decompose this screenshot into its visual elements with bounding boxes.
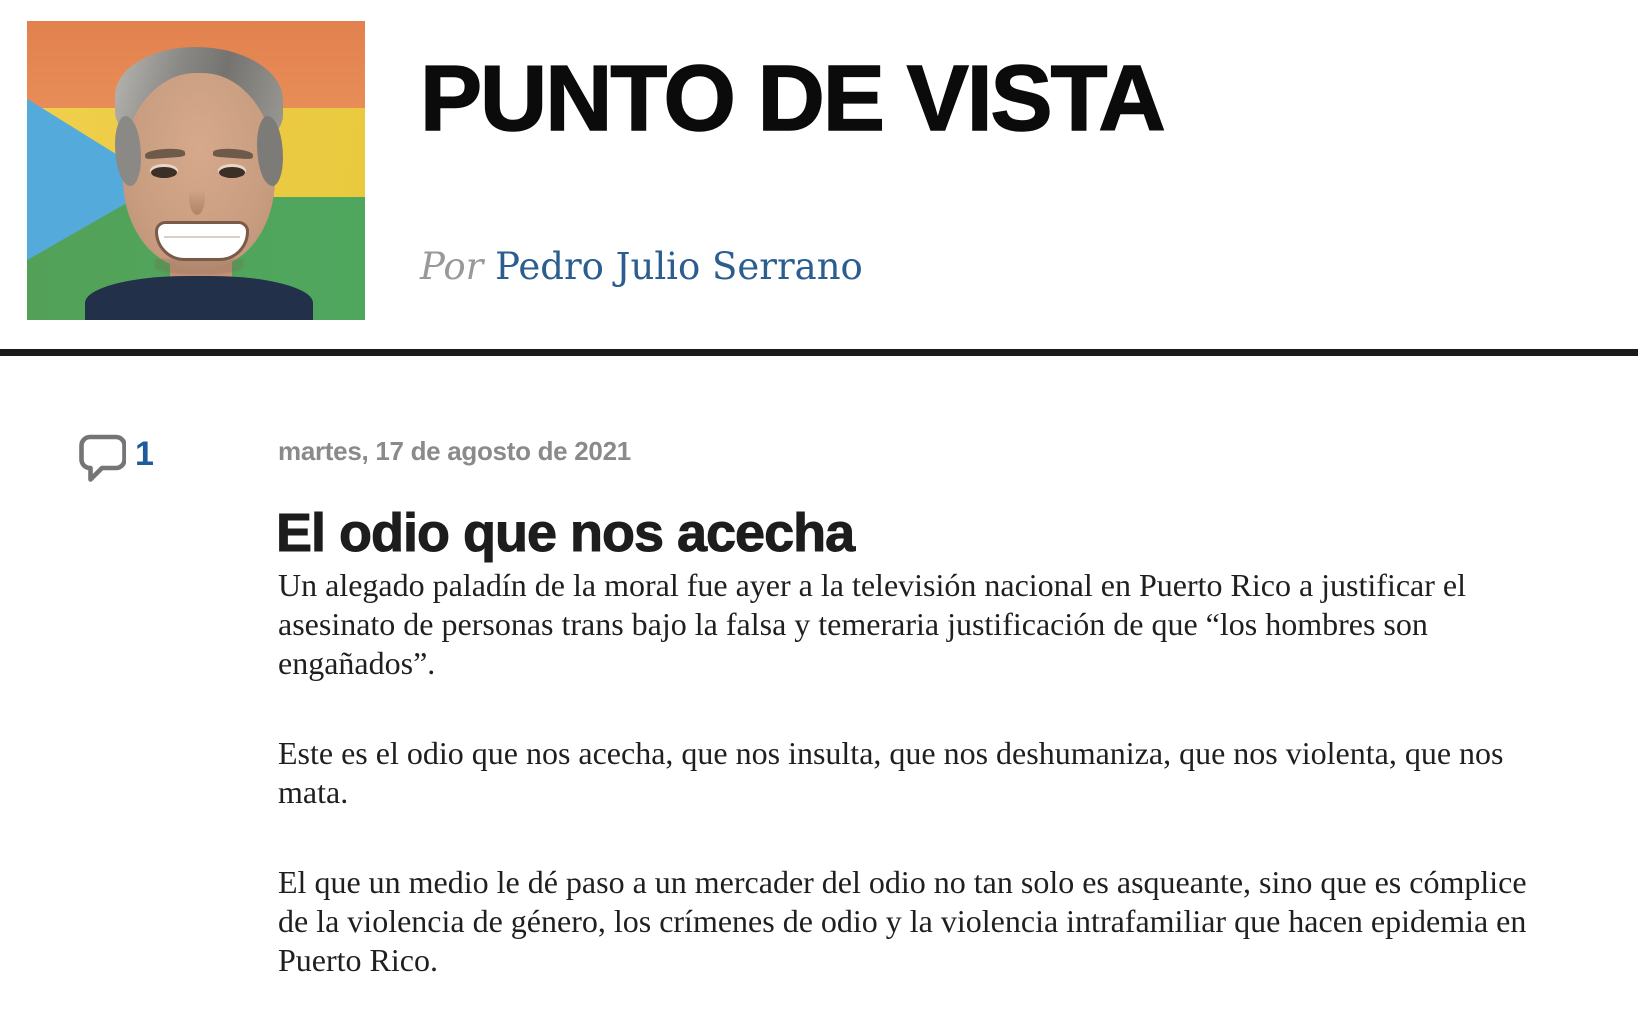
comments-button[interactable]	[74, 432, 184, 484]
face-illustration	[27, 21, 365, 320]
paragraph: El que un medio le dé paso a un mercader del odio no tan solo es asqueante, sino que es cómplice de la violencia de género, los crímenes de odio y la violencia intrafamiliar que hacen epidemia en Puerto Rico.	[278, 864, 1527, 978]
article-title: El odio que nos acecha	[276, 503, 855, 564]
comment-bubble-icon	[74, 434, 126, 484]
smile-shape	[155, 221, 249, 261]
byline-prefix: Por	[420, 245, 484, 288]
shirt-shape	[85, 276, 313, 320]
eye-shape	[151, 167, 177, 178]
eye-shape	[219, 167, 245, 178]
paragraph: Este es el odio que nos acecha, que nos insulta, que nos deshumaniza, que nos violenta, que nos mata.	[278, 735, 1504, 810]
article-date: martes, 17 de agosto de 2021	[278, 436, 631, 466]
byline-author-link[interactable]: Pedro Julio Serrano	[495, 245, 863, 288]
article-body	[278, 566, 1546, 1016]
author-photo	[27, 21, 365, 320]
column-title: PUNTO DE VISTA	[420, 46, 1164, 150]
masthead-divider	[0, 349, 1638, 356]
paragraph: Un alegado paladín de la moral fue ayer a la televisión nacional en Puerto Rico a justificar el asesinato de personas trans bajo la falsa y temeraria justificación de que “los hombres son engañados”.	[278, 567, 1466, 681]
comments-count[interactable]: 1	[135, 435, 154, 473]
byline	[420, 244, 863, 290]
